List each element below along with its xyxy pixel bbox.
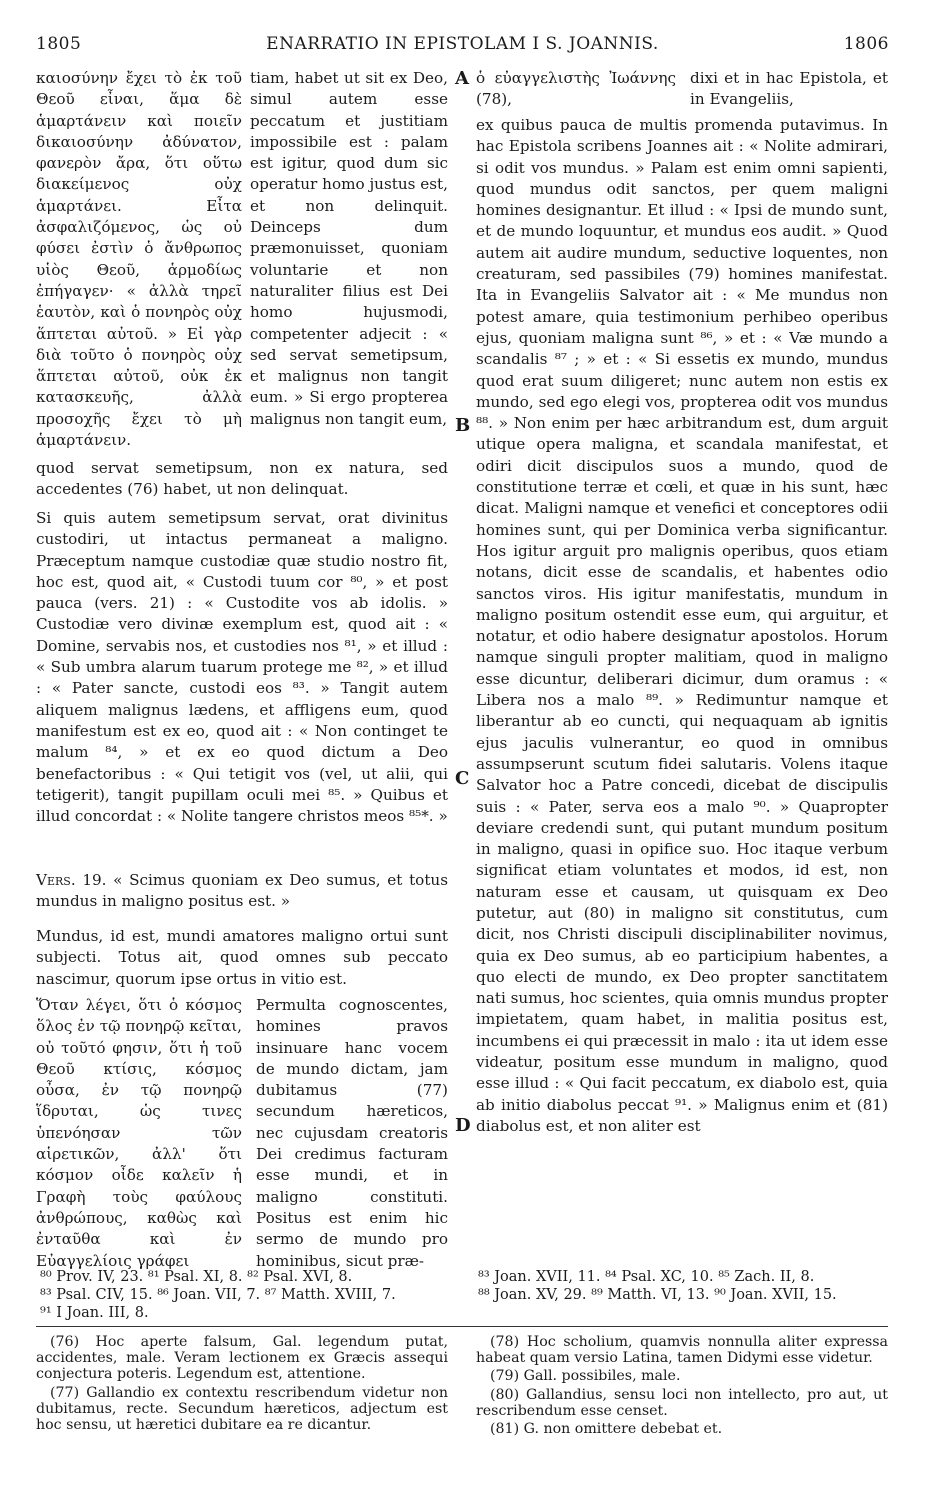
latin-text-block-1: tiam, habet ut sit ex Deo, simul autem esse peccatum et justitiam impossibile est : palam est igitur, quod dum sic operatur homo justus est, et non delinquit. Deinceps dum præmonuisset, quoniam voluntarie et non naturaliter filius est Dei homo hujusmodi, competenter adjecit : « sed servat semetipsum, et malignus non tangit eum. » Si ergo propterea malignus non tangit eum, <box>250 69 448 428</box>
scripture-refs-left-2: ⁸³ Psal. CIV, 15. ⁸⁶ Joan. VII, 7. ⁸⁷ Matth. XVIII, 7. <box>40 1287 396 1303</box>
note-77: (77) Gallandio ex contextu rescribendum videtur non dubitamus, recte. Secundum hæreticos, adjectum est hoc sensu, ut hæretici dubitare ea re dicantur. <box>36 1384 448 1434</box>
commentary-right-column: ex quibus pauca de multis promenda putavimus. In hac Epistola scribens Joannes ait : « Nolite admirari, si odit vos mundus. » Palam est enim omni sapienti, quod mundus odit sanctos, per quem maligni homines designantur. Et illud : « Ipsi de mundo sunt, et de mundo loquuntur, et mundus eos audit. » Quod autem ait audire mundum, seductive loquentes, non creaturam, sed passibiles (79) homines manifestat. Ita in Evangeliis Salvator ait : « Me mundus non potest amare, quia testimonium perhibeo operibus ejus, quoniam maligna sunt ⁸⁶, » et : « Væ mundo a scandalis ⁸⁷ ; » et : « Si essetis ex mundo, mundus quod erat suum diligeret; nunc autem non estis ex mundo, sed ego elegi vos, propterea odit vos mundus ⁸⁸. » Non enim per hæc arbitrandum est, dum arguit utique opera maligna, et scandala manifestat, et odiri dicit discipulos suos a mundo, quod de constitutione terræ et cœli, et quæ in his sunt, hæc dicat. Maligni namque et venefici et conceptores odii homines sunt, qui per Dominica verba significantur. Hos igitur arguit pro malignis operibus, quos etiam notans, dicit esse de scandalis, et habentes odio sanctos viros. His igitur manifestatis, mundum in maligno positum ostendit esse eum, qui arguitur, et notatur, et odio habere designatur apostolos. Horum namque singuli propter malitiam, quod in maligno esse dicuntur, deliberari dicimur, dum oramus : « Libera nos a malo ⁸⁹. » Redimuntur namque et liberantur ab eo cuncti, qui nequaquam ab ignitis ejus jaculis vulnerantur, eo quod in omnibus assumpserunt scutum fidei salutaris. Volens itaque Salvator hoc a Patre concedi, dicebat de discipulis suis : « Pater, serva eos a malo ⁹⁰. » Quapropter deviare credendi sunt, qui putant mundum positum in maligno, quasi in opifice suo. Hoc itaque verbum significat etiam voluntates et modos, id est, non naturam esse et causam, ut quisquam ex Deo putetur, aut (80) in maligno sit constitutus, cum dicit, nos Christi discipuli disciplinabiliter novimus, quia ex Deo sumus, ab eo participium habentes, a quo electi de mundo, ex Deo propter sanctitatem nati sumus, hoc scientes, quia omnis mundus propter impietatem, quam habet, in malitia positus est, incumbens ei qui præcessit in malo : ita ut idem esse videatur, positum esse mundum in maligno, quod esse illud : « Qui facit peccatum, ex diabolo est, quia ab initio diabolus peccat ⁹¹. » Malignus enim et (81) diabolus est, et non aliter est <box>476 116 888 1135</box>
note-79: (79) Gall. possibiles, male. <box>490 1368 681 1385</box>
verse-text: « Scimus quoniam ex Deo sumus, et totus mundus in maligno positus est. » <box>36 871 448 911</box>
page-number-left: 1805 <box>36 34 82 54</box>
note-78: (78) Hoc scholium, quamvis nonnulla aliter expressa habeat quam versio Latina, tamen Didymi esse videtur. <box>476 1334 888 1367</box>
scripture-refs-right-2: ⁸⁸ Joan. XV, 29. ⁸⁹ Matth. VI, 13. ⁹⁰ Joan. XVII, 15. <box>478 1287 837 1303</box>
verse-label: Vers. 19. <box>36 871 107 889</box>
divider-rule <box>36 1326 888 1327</box>
note-80: (80) Gallandius, sensu loci non intellecto, pro aut, ut rescribendum esse censet. <box>476 1386 888 1419</box>
commentary-paragraph-1: Si quis autem semetipsum servat, orat divinitus custodiri, ut intactus permaneat a maligno. Præceptum namque custodiæ quæ studio nostro fit, hoc est, quod ait, « Custodi tuum cor ⁸⁰, » et post pauca (vers. 21) : « Custodite vos ab idolis. » Custodiæ vero divinæ exemplum est, quod ait : « Domine, servabis nos, et custodies nos ⁸¹, » et illud : « Sub umbra alarum tuarum protege me ⁸², » et illud : « Pater sancte, custodi eos ⁸³. » Tangit autem aliquem malignus lædens, et affligens eum, quod manifestum est ex eo, quod ait : « Non continget te malum ⁸⁴, » et ex eo quod dictum a Deo benefactoribus : « Qui tetigit vos (vel, ut alii, qui tetigerit), tangit pupillam oculi mei ⁸⁵. » Quibus et illud concordat : « Nolite tangere christos meos ⁸⁵*. » <box>36 509 448 826</box>
margin-marker-d: D <box>455 1115 471 1136</box>
notes-left <box>36 1334 448 1435</box>
greek-text-block-2: Ὅταν λέγει, ὅτι ὁ κόσμος ὅλος ἐν τῷ πονηρῷ κεῖται, οὐ τοῦτό φησιν, ὅτι ἡ τοῦ Θεοῦ κτίσις, κόσμος οὖσα, ἐν τῷ πονηρῷ ἵδρυται, ὡς τινες ὑπενόησαν τῶν αἱρετικῶν, ἀλλ' ὅτι κόσμον οἶδε καλεῖν ἡ Γραφὴ τοὺς φαύλους ἀνθρώπους, καθὼς καὶ ἐνταῦθα καὶ ἐν Εὐαγγελίοις γράφει <box>36 996 242 1270</box>
latin-heading-right: dixi et in hac Epistola, et in Evangeliis, <box>690 69 888 109</box>
running-title: ENARRATIO IN EPISTOLAM I S. JOANNIS. <box>266 34 659 54</box>
scripture-refs-left-3: ⁹¹ I Joan. III, 8. <box>40 1305 149 1321</box>
greek-text-block-1: καιοσύνην ἔχει τὸ ἐκ τοῦ Θεοῦ εἶναι, ἅμα δὲ ἁμαρτάνειν καὶ ποιεῖν δικαιοσύνην ἀδύνατον, φανερὸν ἄρα, ὅτι οὕτω διακείμενος οὐχ ἁμαρτάνει. Εἶτα ἀσφαλιζόμενος, ὡς οὐ φύσει ἐστὶν ὁ ἄνθρωπος υἱὸς Θεοῦ, ἁρμοδίως ἐπήγαγεν· « ἀλλὰ τηρεῖ ἑαυτὸν, καὶ ὁ πονηρὸς οὐχ ἅπτεται αὐτοῦ. » Εἰ γὰρ διὰ τοῦτο ὁ πονηρὸς οὐχ ἅπτεται αὐτοῦ, οὐκ ἐκ κατασκευῆς, ἀλλὰ προσοχῆς ἔχει τὸ μὴ ἁμαρτάνειν. <box>36 69 242 450</box>
note-81: (81) G. non omittere debebat et. <box>490 1421 723 1438</box>
margin-marker-a: A <box>455 68 469 89</box>
greek-heading-right: ὁ εὐαγγελιστὴς Ἰωάννης (78), <box>476 69 676 109</box>
margin-marker-c: C <box>455 768 470 789</box>
scripture-refs-right-1: ⁸³ Joan. XVII, 11. ⁸⁴ Psal. XC, 10. ⁸⁵ Zach. II, 8. <box>478 1269 815 1285</box>
latin-continuation: quod servat semetipsum, non ex natura, sed accedentes (76) habet, ut non delinquat. <box>36 459 448 499</box>
page-number-right: 1806 <box>843 34 889 54</box>
margin-marker-b: B <box>455 415 471 436</box>
commentary-paragraph-2: Mundus, id est, mundi amatores maligno ortui sunt subjecti. Totus ait, quod omnes sub peccato nascimur, quorum ipse ortus in vitio est. <box>36 927 448 988</box>
latin-text-block-2: Permulta cognoscentes, homines pravos insinuare hanc vocem de mundo dictam, jam dubitamus (77) secundum hæreticos, nec cujusdam creatoris Dei credimus facturam esse mundi, et in maligno constituti. Positus est enim hic sermo de mundo pro hominibus, sicut præ- <box>256 996 448 1270</box>
verse-heading <box>36 870 448 913</box>
scripture-refs-left-1: ⁸⁰ Prov. IV, 23. ⁸¹ Psal. XI, 8. ⁸² Psal. XVI, 8. <box>40 1269 353 1285</box>
notes-right <box>476 1334 888 1439</box>
note-76: (76) Hoc aperte falsum, Gal. legendum putat, accidentes, male. Veram lectionem ex Græcis assequi conjectura poteris. Legendum est, attentione. <box>36 1334 448 1383</box>
